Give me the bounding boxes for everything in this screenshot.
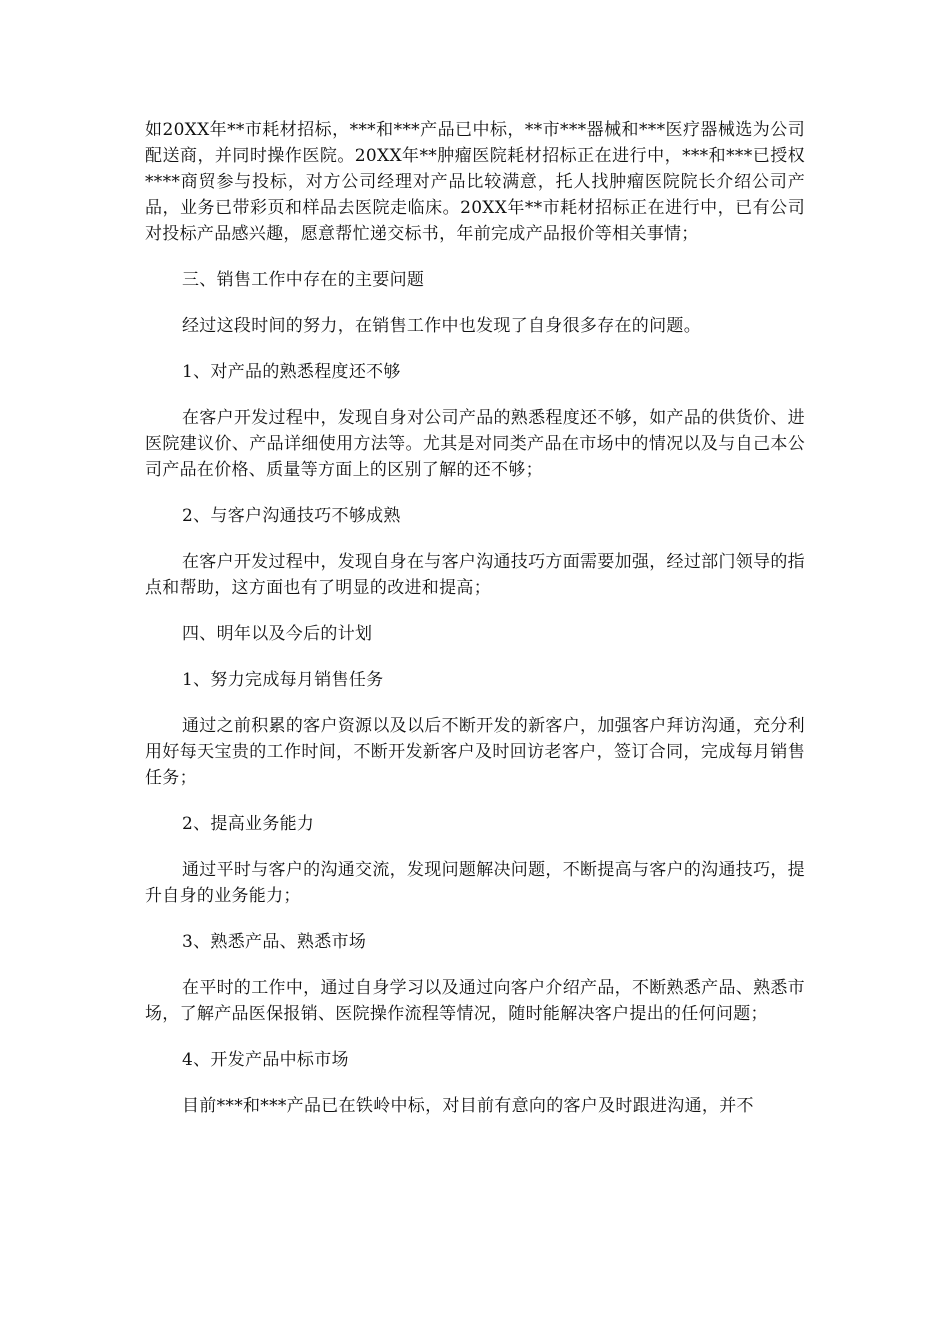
subheading-communication-skills: 2、与客户沟通技巧不够成熟 [182,506,401,526]
paragraph-product-familiarity: 在客户开发过程中，发现自身对公司产品的熟悉程度还不够，如产品的供货价、进医院建议价、产品详细使用方法等。尤其是对同类产品在市场中的情况以及与自己本公司产品在价格、质量等方面上的区别了解的还不够； [145,408,805,480]
paragraph-tender-status: 如20XX年**市耗材招标，***和***产品已中标，**市***器械和***医疗器械选为公司配送商，并同时操作医院。20XX年**肿瘤医院耗材招标正在进行中，***和***已授权****商贸参与投标，对方公司经理对产品比较满意，托人找肿瘤医院院长介绍公司产品，业务已带彩页和样品去医院走临床。20XX年**市耗材招标正在进行中，已有公司对投标产品感兴趣，愿意帮忙递交标书，年前完成产品报价等相关事情； [145,120,805,244]
subheading-business-ability: 2、提高业务能力 [182,814,315,834]
subheading-know-market: 3、熟悉产品、熟悉市场 [182,932,367,952]
heading-main-problems: 三、销售工作中存在的主要问题 [182,270,425,290]
subheading-monthly-sales: 1、努力完成每月销售任务 [182,670,384,690]
paragraph-communication-skills: 在客户开发过程中，发现自身在与客户沟通技巧方面需要加强，经过部门领导的指点和帮助，这方面也有了明显的改进和提高； [145,552,805,598]
paragraph-monthly-sales: 通过之前积累的客户资源以及以后不断开发的新客户，加强客户拜访沟通，充分利用好每天宝贵的工作时间，不断开发新客户及时回访老客户，签订合同，完成每月销售任务； [145,716,805,788]
paragraph-tender-market: 目前***和***产品已在铁岭中标，对目前有意向的客户及时跟进沟通，并不 [182,1096,754,1116]
subheading-product-familiarity: 1、对产品的熟悉程度还不够 [182,362,401,382]
paragraph-know-market: 在平时的工作中，通过自身学习以及通过向客户介绍产品，不断熟悉产品、熟悉市场，了解产品医保报销、医院操作流程等情况，随时能解决客户提出的任何问题； [145,978,805,1024]
subheading-tender-market: 4、开发产品中标市场 [182,1050,349,1070]
paragraph-business-ability: 通过平时与客户的沟通交流，发现问题解决问题，不断提高与客户的沟通技巧，提升自身的业务能力； [145,860,805,906]
heading-future-plans: 四、明年以及今后的计划 [182,624,373,644]
document-page [145,117,805,1119]
paragraph-problems-intro: 经过这段时间的努力，在销售工作中也发现了自身很多存在的问题。 [182,316,701,336]
